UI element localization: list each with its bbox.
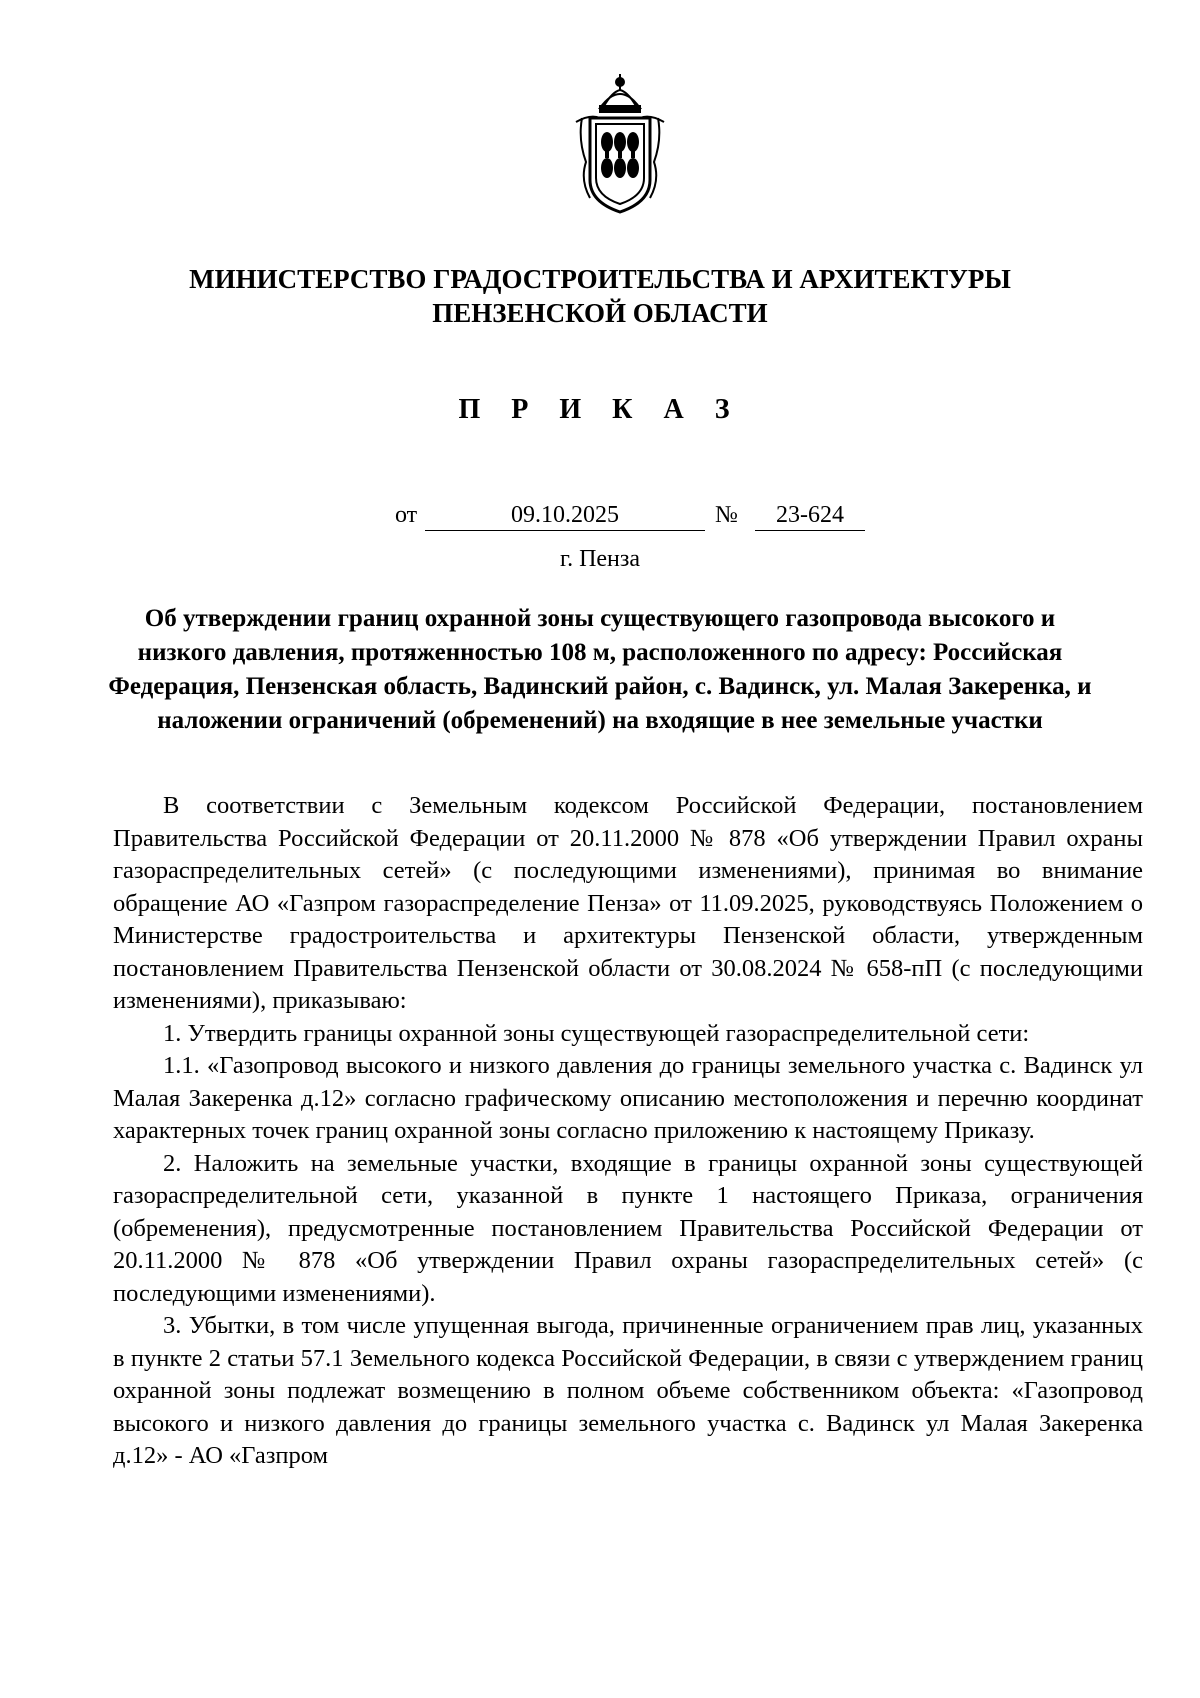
document-date: 09.10.2025: [425, 500, 705, 531]
paragraph-item-2: 2. Наложить на земельные участки, входящие в границы охранной зоны существующей газораспределительной сети, указанной в пункте 1 настоящего Приказа, ограничения (обременения), предусмотренные постановлением Правительства Российской Федерации от 20.11.2000 № 878 «Об утверждении Правил охраны газораспределительных сетей» (с последующими изменениями).: [113, 1149, 1143, 1307]
document-city: г. Пенза: [559, 546, 641, 572]
date-prefix: от: [395, 502, 418, 528]
paragraph-item-1-1: 1.1. «Газопровод высокого и низкого давления до границы земельного участка с. Вадинск ул Малая Закеренка д.12» согласно графическому описанию местоположения и перечню координат характерных точек границ охранной зоны согласно приложению к настоящему Приказу.: [113, 1052, 1143, 1144]
paragraph-item-3: 3. Убытки, в том числе упущенная выгода, причиненные ограничением прав лиц, указанных в пункте 2 статьи 57.1 Земельного кодекса Российской Федерации, в связи с утверждением границ охранной зоны подлежат возмещению в полном объеме собственником объекта: «Газопровод высокого и низкого давления до границы земельного участка с. Вадинск ул Малая Закеренка д.12» - АО «Газпром: [113, 1312, 1143, 1469]
paragraph-preamble: В соответствии с Земельным кодексом Российской Федерации, постановлением Правительства Российской Федерации от 20.11.2000 № 878 «Об утверждении Правил охраны газораспределительных сетей» (с последующими изменениями), принимая во внимание обращение АО «Газпром газораспределение Пенза» от 11.09.2025, руководствуясь Положением о Министерстве градостроительства и архитектуры Пензенской области, утвержденным постановлением Правительства Пензенской области от 30.08.2024 № 658-пП (с последующими изменениями), приказываю:: [113, 792, 1143, 1014]
document-type-title: П Р И К А З: [458, 394, 742, 425]
document-number: 23-624: [755, 500, 865, 531]
number-prefix: №: [715, 502, 738, 528]
ministry-name-line1: МИНИСТЕРСТВО ГРАДОСТРОИТЕЛЬСТВА И АРХИТЕКТУРЫ: [189, 264, 1011, 294]
document-body: [113, 790, 1143, 1473]
paragraph-item-1: 1. Утвердить границы охранной зоны существующей газораспределительной сети:: [163, 1019, 1030, 1047]
coat-of-arms-icon: [560, 70, 680, 220]
ministry-name-line2: ПЕНЗЕНСКОЙ ОБЛАСТИ: [432, 298, 768, 328]
document-subject: Об утверждении границ охранной зоны существующего газопровода высокого и низкого давления, протяженностью 108 м, расположенного по адресу: Российская Федерация, Пензенская область, Вадинский район, с. Вадинск, ул. Малая Закеренка, и наложении ограничений (обременений) на входящие в нее земельные участки: [108, 605, 1092, 734]
